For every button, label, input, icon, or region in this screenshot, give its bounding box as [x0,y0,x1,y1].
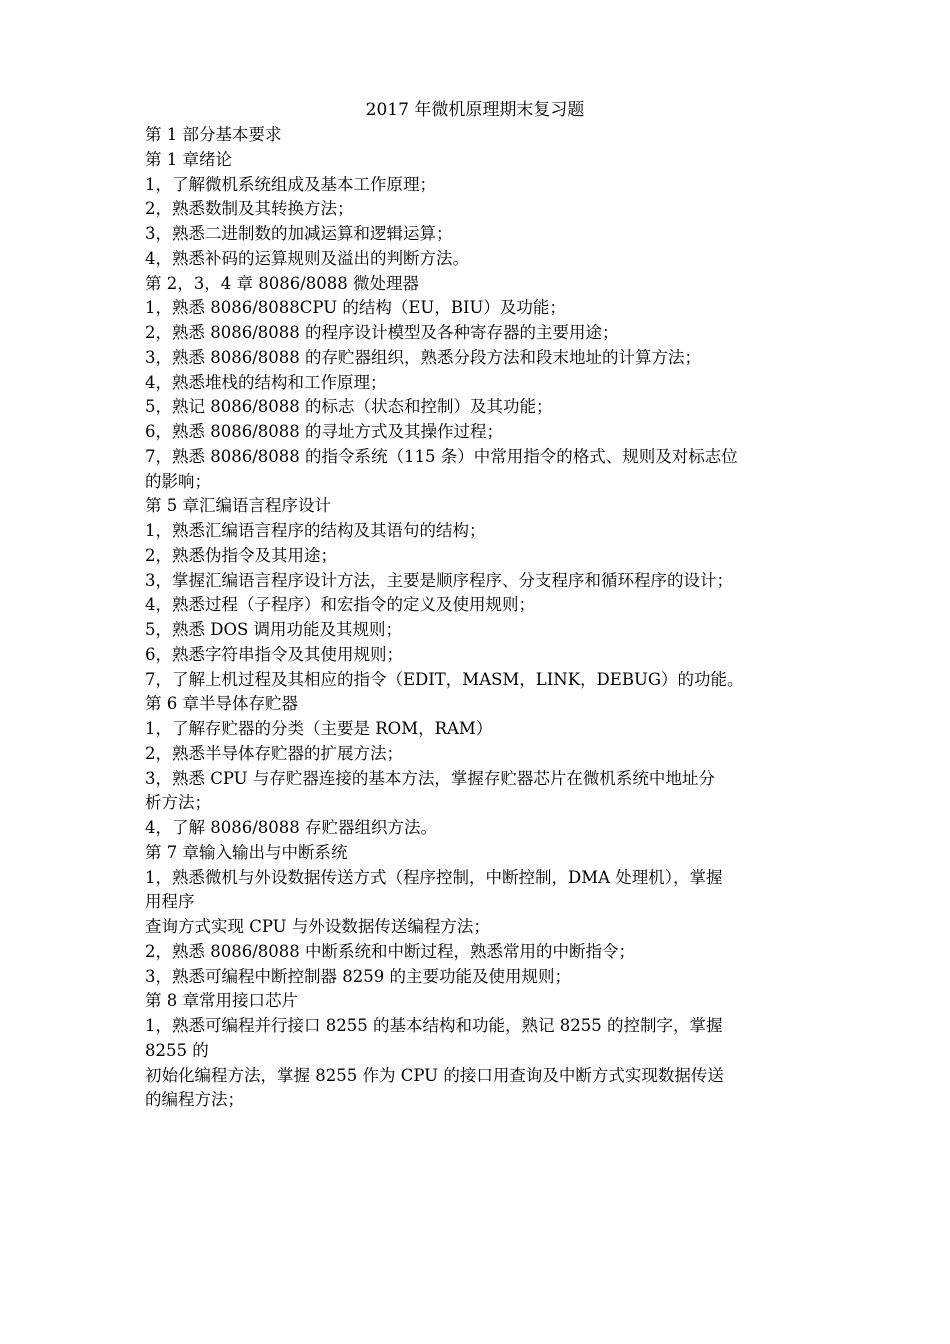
document-line: 1，熟悉可编程并行接口 8255 的基本结构和功能，熟记 8255 的控制字，掌握 [145,1016,723,1035]
document-line: 3，熟悉可编程中断控制器 8259 的主要功能及使用规则； [145,966,571,986]
document-line: 1，熟悉微机与外设数据传送方式（程序控制，中断控制，DMA 处理机），掌握 [145,867,723,887]
document-line: 用程序 [145,892,195,912]
document-line: 析方法； [145,793,211,813]
document-line: 3，掌握汇编语言程序设计方法，主要是顺序程序、分支程序和循环程序的设计； [145,570,733,590]
document-line: 1，了解微机系统组成及基本工作原理； [145,174,436,194]
document-line: 2，熟悉 8086/8088 中断系统和中断过程，熟悉常用的中断指令； [145,941,636,961]
document-line: 4，熟悉补码的运算规则及溢出的判断方法。 [145,248,469,268]
document-body [145,123,810,1113]
document-line: 6，熟悉 8086/8088 的寻址方式及其操作过程； [145,422,504,441]
document-line: 第 6 章半导体存贮器 [145,694,298,714]
document-line: 1，了解存贮器的分类（主要是 ROM，RAM） [145,719,493,738]
document-line: 3，熟悉二进制数的加减运算和逻辑运算； [145,224,453,243]
document-line: 第 1 章绪论 [145,149,232,169]
document-line: 2，熟悉伪指令及其用途； [145,545,337,565]
document-line: 初始化编程方法，掌握 8255 作为 CPU 的接口用查询及中断方式实现数据传送 [145,1065,724,1085]
document-line: 5，熟记 8086/8088 的标志（状态和控制）及其功能； [145,397,553,417]
document-line: 5，熟悉 DOS 调用功能及其规则； [145,620,403,639]
document-line: 3，熟悉 CPU 与存贮器连接的基本方法，掌握存贮器芯片在微机系统中地址分 [145,768,715,788]
document-line: 1，熟悉汇编语言程序的结构及其语句的结构； [145,521,486,540]
document-line: 第 7 章输入输出与中断系统 [145,842,348,862]
document-line: 的影响； [145,471,211,491]
document-line: 的编程方法； [145,1090,244,1110]
document-line: 6，熟悉字符串指令及其使用规则； [145,644,403,664]
document-line: 第 8 章常用接口芯片 [145,991,298,1011]
document-line: 4，了解 8086/8088 存贮器组织方法。 [145,818,438,837]
document-line: 1，熟悉 8086/8088CPU 的结构（EU，BIU）及功能； [145,298,566,318]
document-line: 2，熟悉数制及其转换方法； [145,199,354,219]
document-line: 查询方式实现 CPU 与外设数据传送编程方法； [145,917,490,936]
document-line: 4，熟悉堆栈的结构和工作原理； [145,372,387,392]
document-line: 4，熟悉过程（子程序）和宏指令的定义及使用规则； [145,595,535,615]
document-line: 2，熟悉半导体存贮器的扩展方法； [145,743,403,763]
document-line: 2，熟悉 8086/8088 的程序设计模型及各种寄存器的主要用途； [145,323,619,342]
document-line: 第 1 部分基本要求 [145,125,282,144]
document-title: 2017 年微机原理期末复习题 [365,100,585,120]
document-line: 7，熟悉 8086/8088 的指令系统（115 条）中常用指令的格式、规则及对标志位 [145,446,738,466]
document-line: 7，了解上机过程及其相应的指令（EDIT，MASM，LINK，DEBUG）的功能。 [145,669,744,689]
document-line: 第 5 章汇编语言程序设计 [145,496,331,516]
document-line: 8255 的 [145,1040,209,1060]
document-line: 第 2，3，4 章 8086/8088 微处理器 [145,273,420,293]
document-line: 3，熟悉 8086/8088 的存贮器组织，熟悉分段方法和段末地址的计算方法； [145,347,702,367]
